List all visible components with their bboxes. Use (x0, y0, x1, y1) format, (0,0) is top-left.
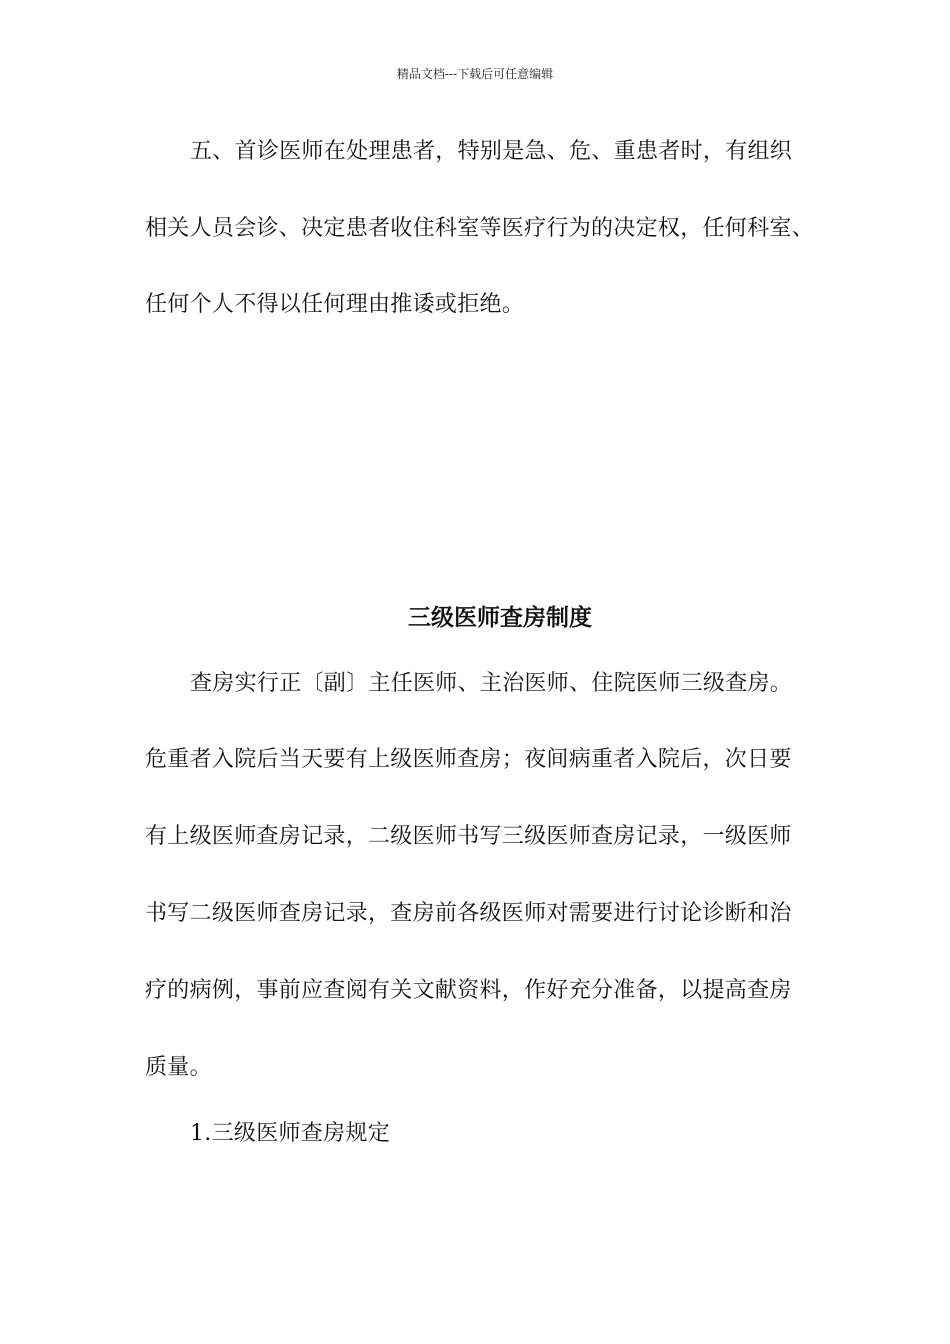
paragraph-line: 查房实行正〔副〕主任医师、主治医师、住院医师三级查房。 (190, 671, 793, 696)
section-title: 三级医师查房制度 (408, 605, 592, 631)
list-item-heading: 1.三级医师查房规定 (190, 1121, 390, 1146)
paragraph-line: 相关人员会诊、决定患者收住科室等医疗行为的决定权，任何科室、 (145, 216, 815, 241)
paragraph-line: 五、首诊医师在处理患者，特别是急、危、重患者时，有组织 (190, 139, 793, 164)
paragraph-line: 质量。 (145, 1055, 212, 1080)
paragraph-line: 书写二级医师查房记录，查房前各级医师对需要进行讨论诊断和治 (145, 901, 792, 926)
paragraph-line: 有上级医师查房记录，二级医师书写三级医师查房记录，一级医师 (145, 824, 792, 849)
paragraph-line: 疗的病例，事前应查阅有关文献资料，作好充分准备，以提高查房 (145, 978, 792, 1003)
paragraph-line: 危重者入院后当天要有上级医师查房；夜间病重者入院后，次日要 (145, 747, 792, 772)
paragraph-line: 任何个人不得以任何理由推诿或拒绝。 (145, 292, 525, 317)
page-header: 精品文档---下载后可任意编辑 (396, 67, 554, 81)
